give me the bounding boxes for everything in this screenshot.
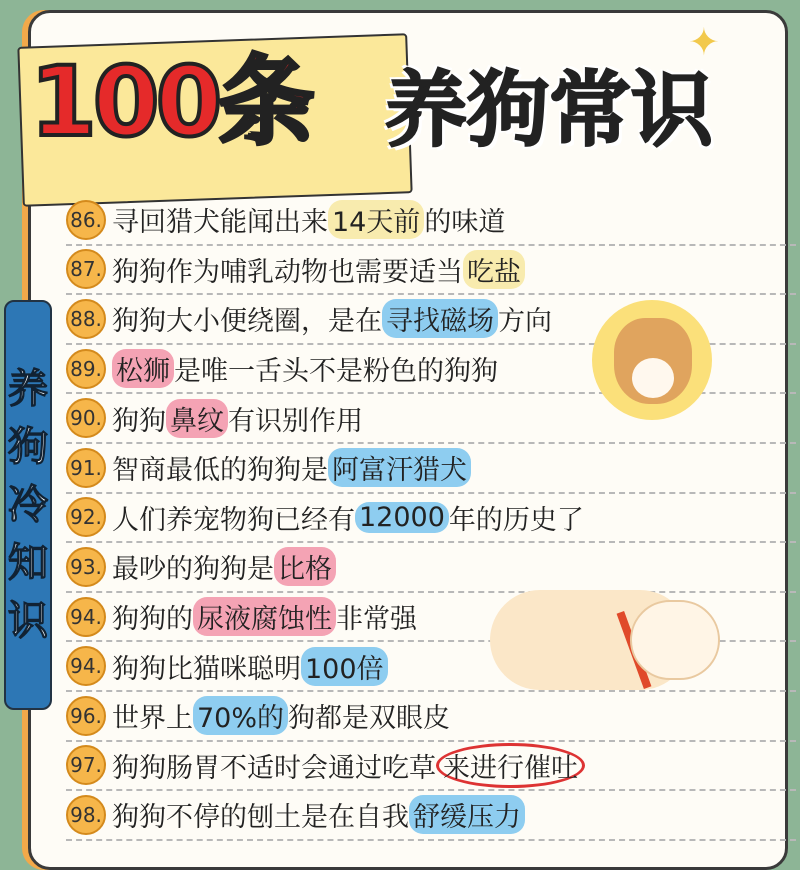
item-number-badge: 91.: [66, 448, 106, 488]
fact-item: [66, 246, 796, 296]
item-text: 狗狗作为哺乳动物也需要适当: [112, 256, 463, 288]
sparkle-icon: ✦: [688, 20, 720, 64]
item-text: 狗狗的: [112, 604, 193, 636]
item-number-badge: 94.: [66, 646, 106, 686]
fact-item: [66, 791, 796, 841]
fact-item: [66, 196, 796, 246]
item-highlight: 比格: [274, 547, 336, 586]
item-text: 方向: [498, 306, 552, 338]
item-highlight: 舒缓压力: [409, 795, 525, 834]
side-tab-char: 识: [8, 598, 48, 644]
item-text: 狗狗不停的刨土是在自我: [112, 802, 409, 834]
running-dog-illustration: [470, 560, 720, 730]
item-highlight: 14天前: [328, 200, 424, 239]
fact-list: [66, 196, 796, 841]
item-text: 狗狗大小便绕圈，是在: [112, 306, 382, 338]
fact-item: [66, 444, 796, 494]
item-number-badge: 89.: [66, 349, 106, 389]
side-tab-char: 养: [8, 366, 48, 412]
item-highlight: 来进行催吐: [436, 743, 585, 788]
item-highlight: 12000: [355, 502, 449, 533]
item-number-badge: 92.: [66, 497, 106, 537]
item-highlight: 寻找磁场: [382, 299, 498, 338]
item-text: 狗狗: [112, 405, 166, 437]
item-text: 智商最低的狗狗是: [112, 455, 328, 487]
item-text: 狗狗肠胃不适时会通过吃草: [112, 752, 436, 784]
item-number-badge: 86.: [66, 200, 106, 240]
item-number-badge: 88.: [66, 299, 106, 339]
item-highlight: 松狮: [112, 349, 174, 388]
item-text: 年的历史了: [448, 504, 584, 536]
item-highlight: 阿富汗猎犬: [328, 448, 471, 487]
page-title: 养狗常识: [385, 63, 714, 158]
item-number-badge: 90.: [66, 398, 106, 438]
item-highlight: 尿液腐蚀性: [193, 597, 336, 636]
side-tab-char: 知: [8, 540, 48, 586]
fact-item: [66, 494, 796, 544]
item-highlight: 吃盐: [463, 250, 525, 289]
item-number-badge: 93.: [66, 547, 106, 587]
item-text: 世界上: [112, 703, 193, 735]
item-number-badge: 98.: [66, 795, 106, 835]
item-number-badge: 96.: [66, 696, 106, 736]
fact-item: [66, 742, 796, 792]
shiba-dog-illustration: [592, 300, 712, 420]
item-highlight: 70%的: [193, 696, 288, 735]
item-text: 狗狗比猫咪聪明: [112, 653, 301, 685]
item-text: 最吵的狗狗是: [112, 554, 274, 586]
item-text: 是唯一舌头不是粉色的狗狗: [174, 356, 498, 388]
item-text: 寻回猎犬能闻出来: [112, 207, 328, 239]
item-number-badge: 87.: [66, 249, 106, 289]
item-text: 非常强: [336, 604, 417, 636]
item-text: 人们养宠物狗已经有: [112, 504, 355, 536]
item-number-badge: 97.: [66, 745, 106, 785]
item-text: 有识别作用: [228, 405, 363, 437]
item-text: 狗都是双眼皮: [288, 703, 451, 735]
side-tab-char: 狗: [8, 424, 48, 470]
side-tab: [4, 300, 52, 710]
side-tab-char: 冷: [8, 482, 48, 528]
item-number-badge: 94.: [66, 597, 106, 637]
title-number: 100条: [30, 46, 311, 158]
item-highlight: 鼻纹: [166, 399, 228, 438]
item-text: 的味道: [424, 207, 506, 239]
item-highlight: 100倍: [301, 647, 388, 686]
